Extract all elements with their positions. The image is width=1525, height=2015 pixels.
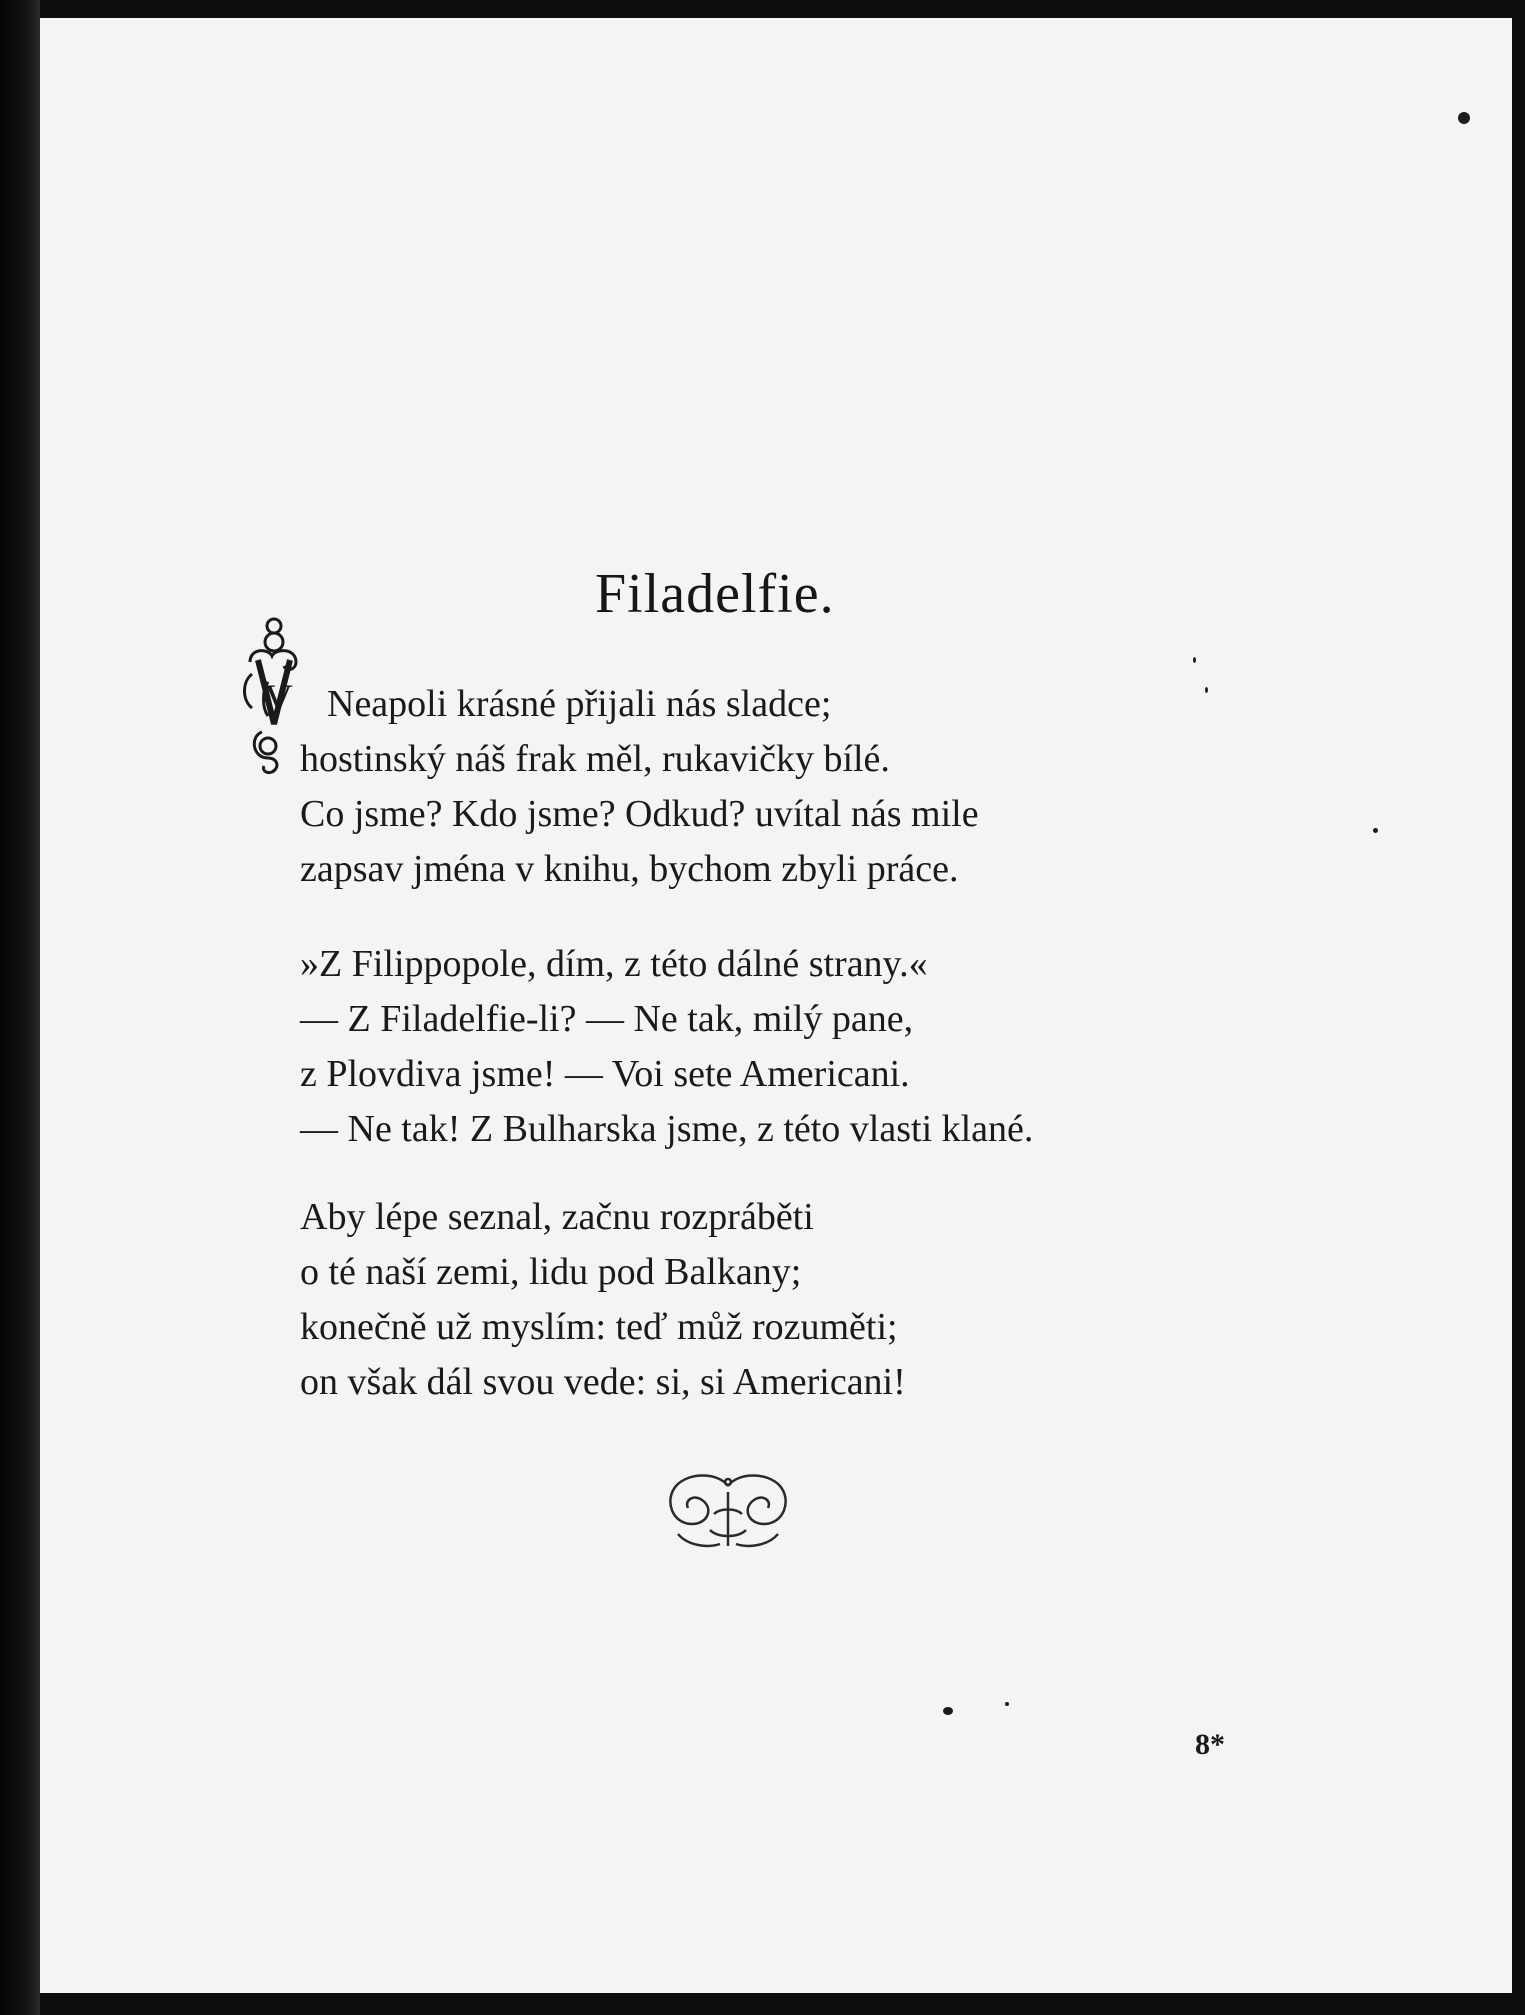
drop-cap-letter: V bbox=[264, 676, 293, 721]
poem-line: Aby lépe seznal, začnu rozpráběti bbox=[300, 1196, 814, 1238]
decorative-initial-v bbox=[238, 612, 308, 777]
poem-line: o té naší zemi, lidu pod Balkany; bbox=[300, 1251, 802, 1293]
poem-line: z Plovdiva jsme! — Voi sete Americani. bbox=[300, 1053, 910, 1095]
poem-line: hostinský náš frak měl, rukavičky bílé. bbox=[300, 738, 890, 780]
ornament-vignette bbox=[658, 1468, 798, 1558]
poem-line: »Z Filippopole, dím, z této dálné strany.« bbox=[300, 943, 928, 985]
poem-line: Neapoli krásné přijali nás sladce; bbox=[327, 683, 832, 725]
poem-line: Co jsme? Kdo jsme? Odkud? uvítal nás mile bbox=[300, 793, 979, 835]
poem-line: on však dál svou vede: si, si Americani! bbox=[300, 1361, 906, 1403]
book-spine-shadow bbox=[0, 0, 40, 2015]
ink-speck bbox=[1205, 687, 1208, 693]
poem-line: — Ne tak! Z Bulharska jsme, z této vlasti klané. bbox=[300, 1108, 1034, 1150]
poem-line: — Z Filadelfie-li? — Ne tak, milý pane, bbox=[300, 998, 914, 1040]
ink-speck bbox=[943, 1707, 953, 1715]
ink-speck bbox=[1193, 657, 1196, 663]
poem-line: konečně už myslím: teď můž rozuměti; bbox=[300, 1306, 898, 1348]
poem-title: Filadelfie. bbox=[595, 563, 835, 625]
poem-line: zapsav jména v knihu, bychom zbyli práce. bbox=[300, 848, 959, 890]
page-number: 8* bbox=[1195, 1728, 1225, 1761]
ink-speck bbox=[1005, 1702, 1009, 1706]
ink-speck bbox=[1458, 112, 1470, 124]
ink-speck bbox=[1373, 828, 1378, 833]
